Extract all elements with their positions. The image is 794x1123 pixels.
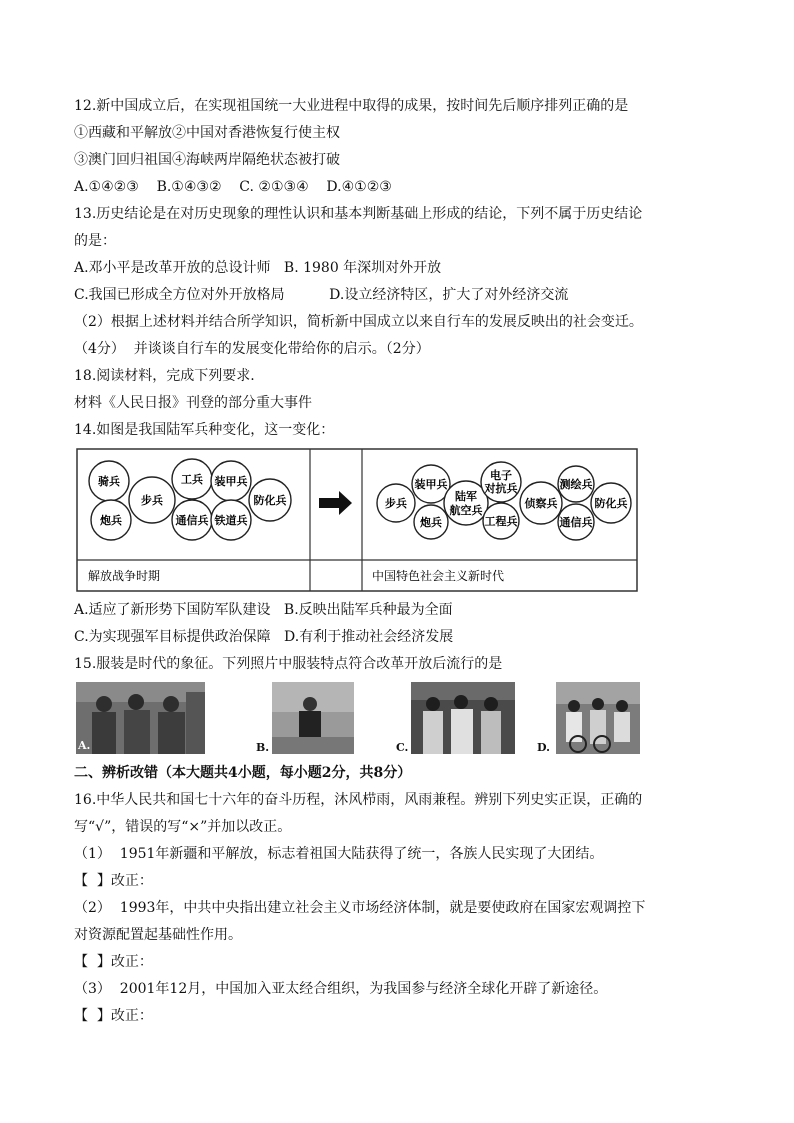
q16-stem-line1: 16.中华人民共和国七十六年的奋斗历程，沐风栉雨，风雨兼程。辨别下列史实正误，正确的 — [74, 792, 643, 808]
label-engineer: 工兵 — [181, 473, 203, 486]
stray-line4: 材料《人民日报》刊登的部分重大事件 — [74, 395, 312, 411]
photo-label-a: A. — [78, 739, 91, 752]
label-infantry-right: 步兵 — [385, 497, 407, 510]
label-armor-right: 装甲兵 — [414, 478, 448, 491]
q13-stem-line2: 的是： — [74, 233, 116, 249]
q16-item2-line2: 对资源配置起基础性作用。 — [74, 927, 242, 943]
label-survey: 测绘兵 — [559, 478, 593, 491]
q16-item3: （3） 2001年12月，中国加入亚太经合组织，为我国参与经济全球化开辟了新途径。 — [74, 981, 608, 997]
label-artillery-left: 炮兵 — [100, 514, 122, 527]
q16-answer2[interactable]: 【 】改正： — [74, 954, 153, 970]
left-caption: 解放战争时期 — [88, 569, 161, 583]
q16-answer1[interactable]: 【 】改正： — [74, 873, 153, 889]
label-electronic-1: 电子 — [490, 469, 512, 482]
stray-line3: 18.阅读材料，完成下列要求. — [74, 368, 255, 384]
label-signal-right: 通信兵 — [559, 516, 593, 529]
q14-stem: 14.如图是我国陆军兵种变化，这一变化： — [74, 422, 335, 438]
label-recon: 侦察兵 — [524, 497, 558, 510]
photo-label-c: C. — [396, 741, 409, 754]
label-chemical-right: 防化兵 — [594, 497, 628, 510]
q12-items-line2: ③澳门回归祖国④海峡两岸隔绝状态被打破 — [74, 152, 340, 168]
q12-stem: 12.新中国成立后，在实现祖国统一大业进程中取得的成果，按时间先后顺序排列正确的是 — [74, 98, 629, 114]
q14-options-line1: A.适应了新形势下国防军队建设 B.反映出陆军兵种最为全面 — [74, 602, 453, 618]
photo-option-d — [537, 682, 640, 754]
q16-stem-line2: 写“√”，错误的写“×”并加以改正。 — [74, 819, 292, 835]
q15-stem: 15.服装是时代的象征。下列照片中服装特点符合改革开放后流行的是 — [74, 656, 503, 672]
q12-options: A.①④②③ B.①④③② C. ②①③④ D.④①②③ — [74, 179, 392, 195]
label-army-aviation-1: 陆军 — [455, 490, 477, 503]
label-chemical-left: 防化兵 — [253, 494, 287, 507]
q13-options-line1: A.邓小平是改革开放的总设计师 B. 1980 年深圳对外开放 — [74, 260, 442, 276]
label-railway: 铁道兵 — [214, 514, 248, 527]
photo-option-c — [396, 682, 515, 754]
label-cavalry: 骑兵 — [98, 475, 120, 488]
q13-stem-line1: 13.历史结论是在对历史现象的理性认识和基本判断基础上形成的结论，下列不属于历史结论 — [74, 206, 643, 222]
army-branches-diagram — [76, 448, 638, 592]
label-artillery-right: 炮兵 — [420, 516, 442, 529]
q14-options-line2: C.为实现强军目标提供政治保障 D.有利于推动社会经济发展 — [74, 629, 454, 645]
label-engineering: 工程兵 — [484, 515, 518, 528]
label-infantry-left: 步兵 — [141, 494, 163, 507]
q16-answer3[interactable]: 【 】改正： — [74, 1008, 153, 1024]
q13-options-line2: C.我国已形成全方位对外开放格局 D.设立经济特区，扩大了对外经济交流 — [74, 287, 569, 303]
photo-label-d: D. — [537, 741, 550, 754]
label-signal-left: 通信兵 — [175, 514, 209, 527]
photo-label-b: B. — [256, 741, 270, 754]
section2-title: 二、辨析改错（本大题共4小题，每小题2分，共8分） — [74, 765, 412, 781]
label-army-aviation-2: 航空兵 — [449, 504, 483, 517]
stray-line1: （2）根据上述材料并结合所学知识，简析新中国成立以来自行车的发展反映出的社会变迁。 — [74, 314, 643, 330]
q16-item2-line1: （2） 1993年，中共中央指出建立社会主义市场经济体制，就是要使政府在国家宏观调控下 — [74, 900, 646, 916]
label-electronic-2: 对抗兵 — [484, 482, 518, 495]
photo-option-b — [256, 682, 354, 754]
stray-line2: （4分） 并谈谈自行车的发展变化带给你的启示。（2分） — [74, 341, 430, 357]
q16-item1: （1） 1951年新疆和平解放，标志着祖国大陆获得了统一，各族人民实现了大团结。 — [74, 846, 604, 862]
right-caption: 中国特色社会主义新时代 — [372, 569, 505, 583]
photo-option-a — [76, 682, 205, 754]
label-armor-left: 装甲兵 — [214, 475, 248, 488]
q12-items-line1: ①西藏和平解放②中国对香港恢复行使主权 — [74, 125, 340, 141]
